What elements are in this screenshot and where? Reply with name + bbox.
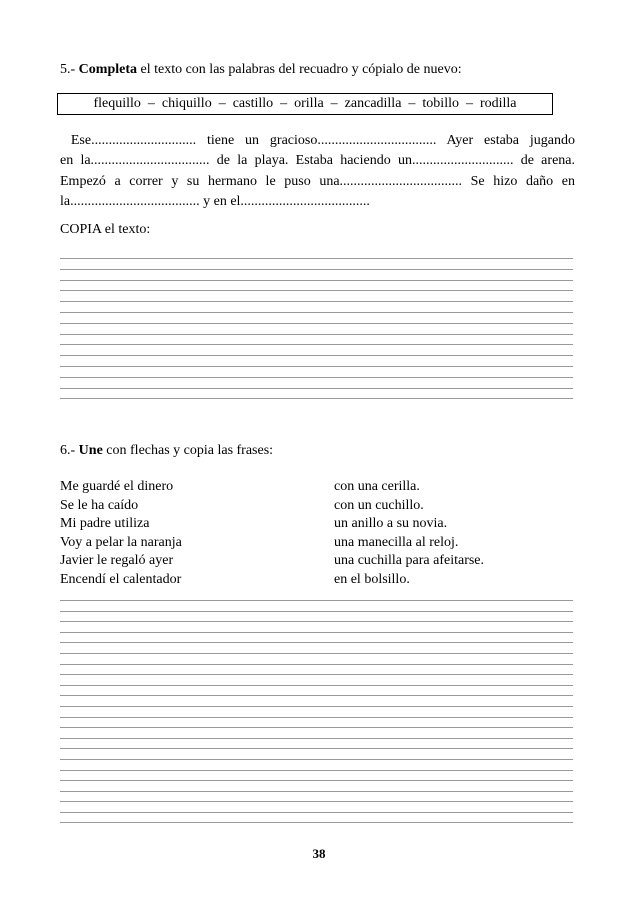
- writing-line[interactable]: [60, 269, 573, 270]
- writing-line[interactable]: [60, 398, 573, 399]
- exercise-number: 6.-: [60, 443, 79, 458]
- instruction-text: el texto con las palabras del recuadro y cópialo de nuevo:: [137, 62, 462, 77]
- left-phrase[interactable]: Javier le regaló ayer: [60, 553, 174, 568]
- writing-line[interactable]: [60, 280, 573, 281]
- page-number: 38: [312, 846, 326, 861]
- word-box: flequillo – chiquillo – castillo – orilla – zancadilla – tobillo – rodilla: [57, 93, 553, 115]
- left-phrase[interactable]: Se le ha caído: [60, 497, 139, 513]
- writing-line[interactable]: [60, 632, 573, 633]
- left-phrase[interactable]: Encendí el calentador: [60, 571, 182, 587]
- writing-line[interactable]: [60, 600, 573, 601]
- writing-line[interactable]: [60, 759, 573, 760]
- writing-line[interactable]: [60, 344, 573, 345]
- right-phrase[interactable]: una manecilla al reloj.: [334, 534, 459, 550]
- right-phrase[interactable]: una cuchilla para afeitarse.: [334, 553, 485, 568]
- instruction-verb: Une: [78, 443, 103, 458]
- writing-line[interactable]: [60, 653, 573, 654]
- writing-line[interactable]: [60, 611, 573, 612]
- left-phrase-column: [60, 478, 182, 589]
- writing-line[interactable]: [60, 738, 573, 739]
- left-phrase[interactable]: Voy a pelar la naranja: [60, 534, 182, 550]
- paragraph-line: la..................................... y en el.....................................: [60, 193, 370, 209]
- writing-line[interactable]: [60, 717, 573, 718]
- writing-line[interactable]: [60, 323, 573, 324]
- writing-line[interactable]: [60, 366, 573, 367]
- writing-line[interactable]: [60, 664, 573, 665]
- writing-line[interactable]: [60, 791, 573, 792]
- right-phrase-column: [334, 478, 484, 589]
- right-phrase[interactable]: con un cuchillo.: [334, 497, 424, 513]
- exercise-number: 5.-: [60, 62, 79, 77]
- writing-line[interactable]: [60, 388, 573, 389]
- exercise-5-heading: [60, 62, 462, 78]
- paragraph-line: Empezó a correr y su hermano le puso una................................... Se hizo daño en: [60, 173, 575, 189]
- writing-line[interactable]: [60, 727, 573, 728]
- left-phrase[interactable]: Me guardé el dinero: [60, 479, 174, 494]
- right-phrase[interactable]: con una cerilla.: [334, 479, 420, 494]
- paragraph-line: en la.................................. de la playa. Estaba haciendo un............................. de arena.: [60, 153, 575, 169]
- writing-line[interactable]: [60, 301, 573, 302]
- writing-lines-exercise-6[interactable]: [60, 600, 573, 823]
- writing-line[interactable]: [60, 801, 573, 802]
- writing-line[interactable]: [60, 780, 573, 781]
- writing-line[interactable]: [60, 812, 573, 813]
- writing-line[interactable]: [60, 695, 573, 696]
- writing-line[interactable]: [60, 706, 573, 707]
- writing-line[interactable]: [60, 355, 573, 356]
- writing-line[interactable]: [60, 258, 573, 259]
- writing-line[interactable]: [60, 312, 573, 313]
- writing-line[interactable]: [60, 770, 573, 771]
- paragraph-line: Ese.............................. tiene un gracioso.................................. Ayer estaba jugando: [60, 133, 575, 148]
- writing-line[interactable]: [60, 290, 573, 291]
- writing-line[interactable]: [60, 642, 573, 643]
- left-phrase[interactable]: Mi padre utiliza: [60, 516, 150, 531]
- writing-lines-exercise-5[interactable]: [60, 258, 573, 399]
- exercise-6-heading: [60, 443, 273, 459]
- fill-in-paragraph: [60, 131, 575, 212]
- writing-line[interactable]: [60, 334, 573, 335]
- writing-line[interactable]: [60, 685, 573, 686]
- copy-label: COPIA el texto:: [60, 222, 151, 237]
- writing-line[interactable]: [60, 822, 573, 823]
- writing-line[interactable]: [60, 621, 573, 622]
- writing-line[interactable]: [60, 674, 573, 675]
- right-phrase[interactable]: un anillo a su novia.: [334, 516, 448, 531]
- instruction-text: con flechas y copia las frases:: [102, 443, 274, 458]
- instruction-verb: Completa: [78, 62, 137, 77]
- right-phrase[interactable]: en el bolsillo.: [334, 571, 410, 587]
- writing-line[interactable]: [60, 748, 573, 749]
- writing-line[interactable]: [60, 377, 573, 378]
